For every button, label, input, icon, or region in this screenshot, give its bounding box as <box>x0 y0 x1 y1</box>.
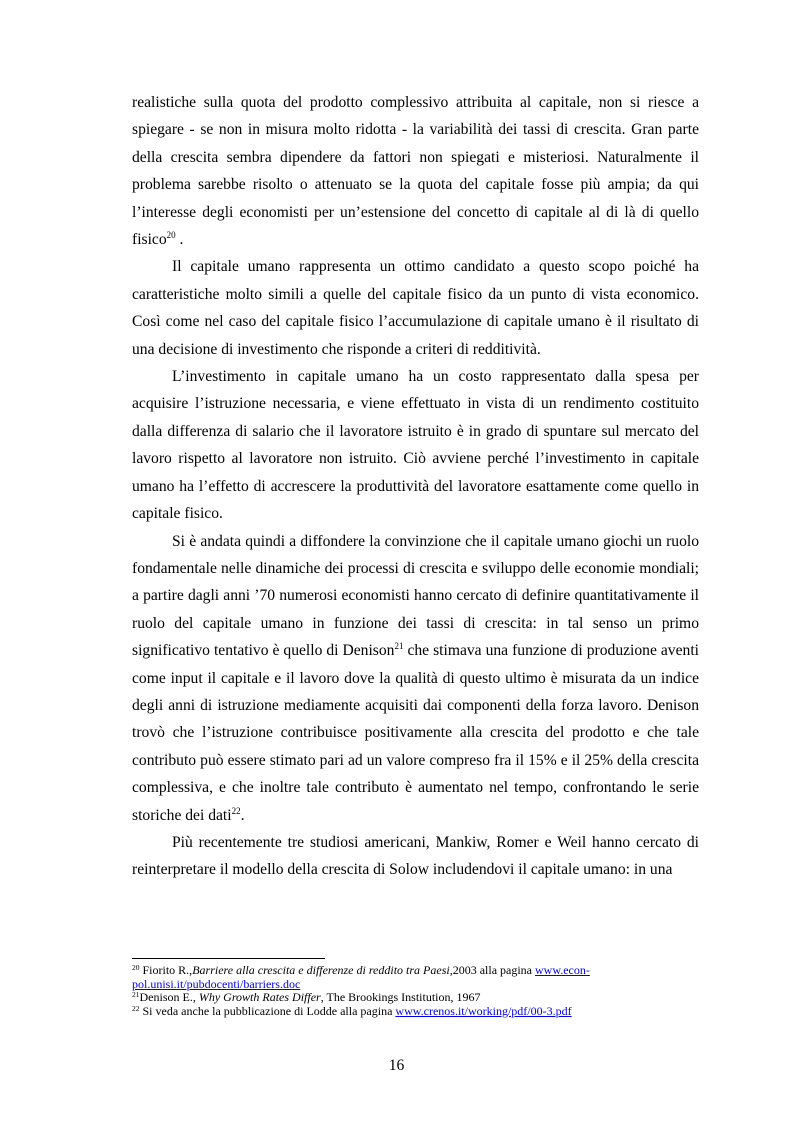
footnote-text: ,2003 alla pagina <box>449 963 536 977</box>
footnote-title: Barriere alla crescita e differenze di reddito tra Paesi <box>192 963 450 977</box>
paragraph-text: L’investimento in capitale umano ha un costo rappresentato dalla spesa per acquisire l’istruzione necessaria, e viene effettuato in vista di un rendimento costituito dalla differenza di salario che il lavoratore istruito è in grado di spuntare sul mercato del lavoro rispetto al lavoratore non istruito. Ciò avviene perché l’investimento in capitale umano ha l’effetto di accrescere la produttività del lavoratore esattamente come quello in capitale fisico. <box>132 368 699 523</box>
paragraph-5 <box>132 829 699 884</box>
page-number: 16 <box>388 1057 405 1074</box>
paragraph-text: . <box>175 231 184 249</box>
footnote-text: , The Brookings Institution, 1967 <box>320 990 481 1004</box>
footnote-number: 21 <box>132 990 140 999</box>
footnote-ref-22[interactable]: 22 <box>231 805 241 816</box>
footnote-title: Why Growth Rates Differ <box>198 990 321 1004</box>
footnote-20 <box>132 964 699 991</box>
footnote-text: Fiorito R., <box>139 963 193 977</box>
footnote-number: 22 <box>132 1003 140 1013</box>
paragraph-text: Si è andata quindi a diffondere la convinzione che il capitale umano giochi un ruolo fondamentale nelle dinamiche dei processi di crescita e sviluppo delle economie mondiali; a partire dagli anni ’70 numerosi economisti hanno cercato di definire quantitativamente il ruolo del capitale umano in funzione dei tassi di crescita: in tal senso un primo significativo tentativo è quello di Denison <box>132 532 699 660</box>
footnote-divider <box>132 958 325 959</box>
footnote-ref-20[interactable]: 20 <box>166 230 176 241</box>
paragraph-text: Più recentemente tre studiosi americani, Mankiw, Romer e Weil hanno cercato di reinterpretare il modello della crescita di Solow includendovi il capitale umano: in una <box>132 833 699 879</box>
footnote-ref-21[interactable]: 21 <box>394 641 404 652</box>
paragraph-text: Il capitale umano rappresenta un ottimo candidato a questo scopo poiché ha caratteristiche molto simili a quelle del capitale fisico da un punto di vista economico. Così come nel caso del capitale fisico l’accumulazione di capitale umano è il risultato di una decisione di investimento che risponde a criteri di redditività. <box>132 258 699 358</box>
footnote-number: 20 <box>132 963 140 972</box>
paragraph-text: realistiche sulla quota del prodotto complessivo attribuita al capitale, non si riesce a spiegare - se non in misura molto ridotta - la variabilità dei tassi di crescita. Gran parte della crescita sembra dipendere da fattori non spiegati e misteriosi. Naturalmente il problema sarebbe risolto o attenuato se la quota del capitale fosse più ampia; da qui l’interesse degli economisti per un’estensione del concetto di capitale al di là di quello fisico <box>132 94 699 249</box>
footnote-text: Si veda anche la pubblicazione di Lodde alla pagina <box>139 1003 396 1018</box>
footnote-21 <box>132 991 699 1005</box>
footnote-22 <box>132 1005 699 1019</box>
footnote-link[interactable]: www.crenos.it/working/pdf/00-3.pdf <box>395 1003 572 1018</box>
paragraph-1 <box>132 89 699 253</box>
paragraph-text: che stimava una funzione di produzione aventi come input il capitale e il lavoro dove la qualità di questo ultimo è misurata da un indice degli anni di istruzione mediamente acquisiti dai componenti della forza lavoro. Denison trovò che l’istruzione contribuisce positivamente alla crescita del prodotto e che tale contributo può essere stimato pari ad un valore compreso fra il 15% e il 25% della crescita complessiva, e che inoltre tale contributo è aumentato nel tempo, confrontando le serie storiche dei dati <box>132 642 699 824</box>
paragraph-4 <box>132 528 699 829</box>
paragraph-text: . <box>240 806 245 824</box>
footnotes <box>132 964 699 1018</box>
paragraph-2 <box>132 253 699 363</box>
paragraph-3 <box>132 363 699 527</box>
footnote-text: Denison E., <box>139 990 199 1004</box>
body-text <box>132 89 699 884</box>
footnote-link[interactable]: www.econ-pol.unisi.it/pubdocenti/barriers.doc <box>132 963 590 991</box>
